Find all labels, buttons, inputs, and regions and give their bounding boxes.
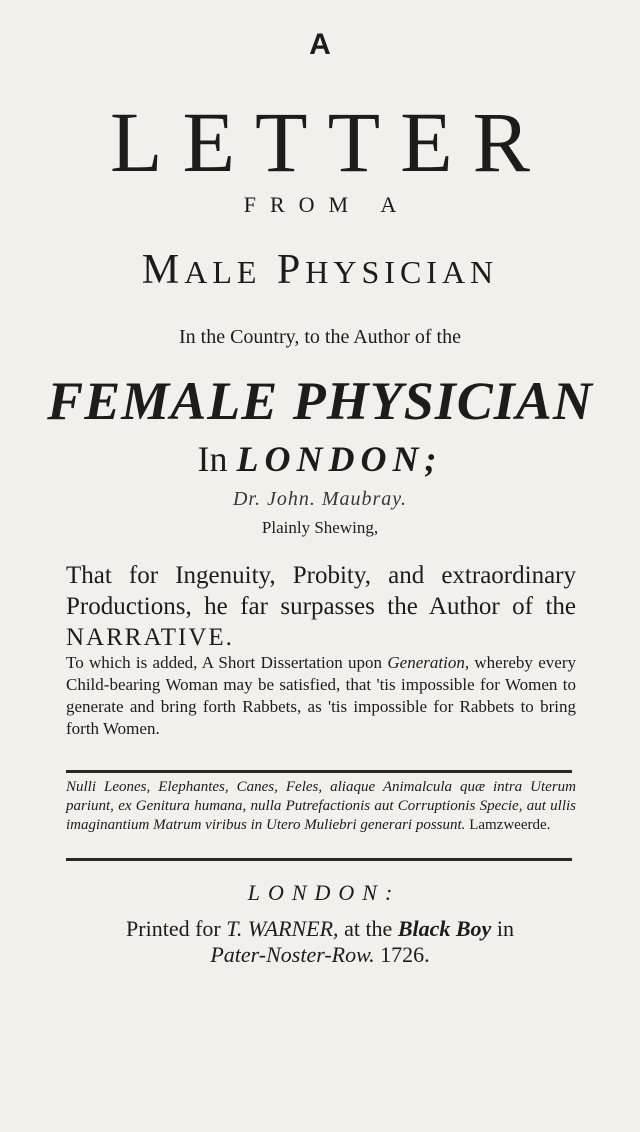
divider-top <box>66 770 572 773</box>
physician-initial: P <box>276 247 306 293</box>
printer-name: T. WARNER, <box>226 916 339 941</box>
printed-for: Printed for <box>126 916 221 941</box>
divider-bottom <box>66 858 572 861</box>
paragraph-ingenuity <box>66 560 576 653</box>
title-letter: LETTER <box>109 94 551 190</box>
plainly-shewing: Plainly Shewing, <box>261 518 379 537</box>
paragraph-dissertation <box>66 652 576 740</box>
street-name: Pater-Noster-Row. <box>210 942 375 967</box>
latin-quotation <box>66 778 576 835</box>
country-line: In the Country, to the Author of the <box>179 326 461 348</box>
in-word: In <box>197 439 228 479</box>
imprint-city: LONDON: <box>247 880 401 905</box>
latin-attribution: Lamzweerde. <box>469 817 551 833</box>
paragraph1-narrative: NARRATIVE. <box>66 624 234 651</box>
paragraph2-after: whereby every Child-bearing Woman may be satisfied, that 'tis impossible for Women to generate and bring forth Rabbets, as 'tis impossible for Rabbets to bring forth Women. <box>66 653 577 738</box>
title-article: A <box>309 28 331 61</box>
male-rest: ALE <box>184 254 262 290</box>
shop-sign: Black Boy <box>397 916 492 941</box>
imprint-year: 1726. <box>380 942 430 967</box>
imprint-printer-line <box>0 916 640 942</box>
london-word: LONDON; <box>236 439 443 479</box>
paragraph2-before: To which is added, A Short Dissertation upon <box>66 653 383 672</box>
paragraph1-text: That for Ingenuity, Probity, and extraordinary Productions, he far surpasses the Author of the <box>66 562 576 620</box>
in-london-line <box>0 438 640 480</box>
in-word-2: in <box>496 916 514 941</box>
at-the: at the <box>344 916 393 941</box>
physician-rest: HYSICIAN <box>305 254 499 290</box>
imprint-street-line <box>0 942 640 968</box>
latin-text: Nulli Leones, Elephantes, Canes, Feles, aliaque Animalcula quæ intra Uterum pariunt, ex Genitura humana, nulla Putrefactionis aut Corruptionis Specie, aut ullis imaginantium Matrum viribus in Utero Muliebri generari possunt. <box>66 779 576 833</box>
handwritten-annotation: Dr. John. Maubray. <box>232 488 408 510</box>
male-initial: M <box>141 247 185 293</box>
title-from: FROM A <box>243 192 411 217</box>
title-male-physician <box>0 246 640 294</box>
female-physician-heading: FEMALE PHYSICIAN <box>47 371 593 431</box>
paragraph2-generation: Generation, <box>387 653 470 672</box>
